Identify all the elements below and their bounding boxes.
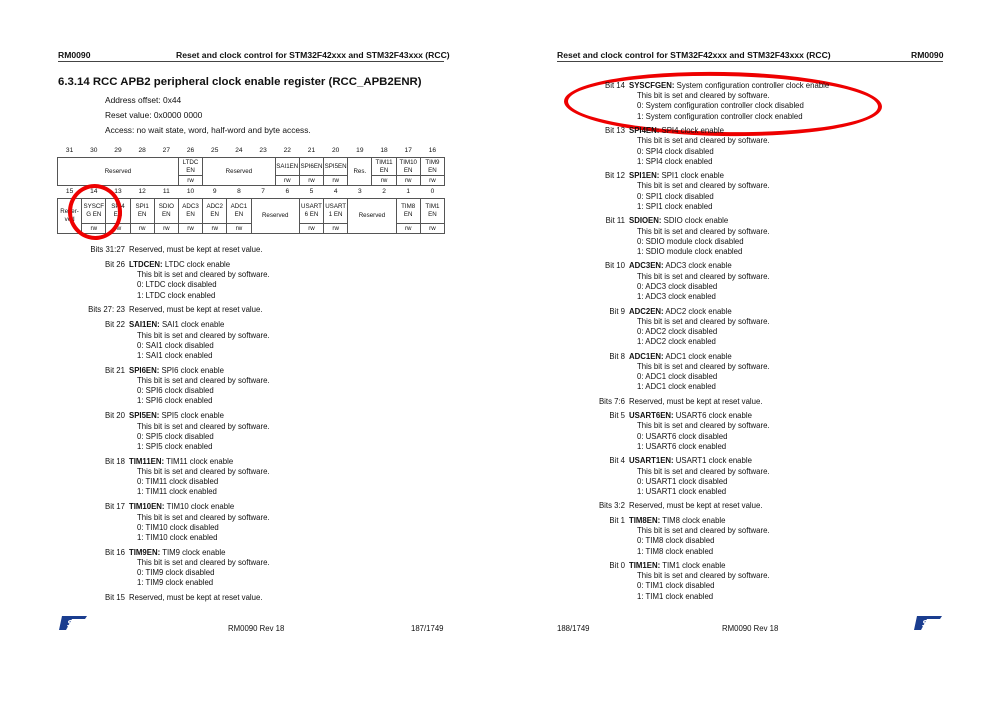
bit-heading [629,352,732,362]
access-rw: rw [420,224,444,234]
bit-detail-line: 0: SPI5 clock disabled [137,431,214,441]
bit-heading [629,171,724,181]
field-description: TIM9 clock enable [162,547,226,557]
field-reserved: Reserved [58,158,179,186]
access-rw: rw [178,176,202,186]
bit-detail-line: 1: TIM9 clock enabled [137,578,214,588]
bit-detail-line: This bit is set and cleared by software. [637,271,770,281]
bit-number: 30 [90,147,98,154]
bit-detail-line: 0: SDIO module clock disabled [637,236,744,246]
bit-heading [129,593,262,603]
field-sdioen: SDIO EN [154,199,178,224]
bit-number: 27 [162,147,171,154]
field-name: SYSCFGEN: [629,81,675,90]
bit-detail-line: 1: LTDC clock enabled [137,290,216,300]
footer-revision: RM0090 Rev 18 [722,624,779,633]
bit-heading [129,245,262,255]
access-rw: rw [178,224,202,234]
bit-label: Bits 3:2 [598,501,625,511]
field-usart1en: USART 1 EN [324,199,348,224]
field-name: ADC3EN: [629,261,664,271]
field-name: LTDCEN: [129,259,163,269]
access-rw: rw [372,176,396,186]
field-description: TIM1 clock enable [662,561,726,570]
bit-detail-line: 1: TIM8 clock enabled [637,546,714,556]
bit-label: Bit 16 [105,547,125,557]
field-description: Reserved, must be kept at reset value. [129,593,263,603]
field-description: SPI4 clock enable [661,126,724,136]
header-doc-id: RM0090 [911,50,944,60]
access-rw: rw [154,224,178,234]
bit-detail-line: 0: USART6 clock disabled [637,431,728,441]
bit-number: 19 [356,147,364,154]
bit-detail-line: This bit is set and cleared by software. [637,361,770,371]
bit-heading [629,126,724,136]
bit-label: Bit 1 [609,515,625,525]
bit-number: 24 [235,147,243,154]
bit-label: Bit 9 [609,306,625,316]
bit-heading [129,260,230,270]
bit-heading [629,411,752,421]
field-name: SDIOEN: [629,216,662,226]
bit-heading [629,516,726,526]
right-page [500,0,999,707]
field-name: SPI4EN: [629,126,660,136]
field-name: TIM1EN: [629,561,661,570]
bit-heading [129,411,224,421]
bit-detail-line: 0: TIM1 clock disabled [637,581,715,591]
bit-label: Bits 27: 23 [88,305,125,315]
field-reserved: Reserved [251,199,299,234]
bit-detail-line: 0: TIM10 clock disabled [137,522,219,532]
bit-detail-line: 0: USART1 clock disabled [637,476,728,486]
field-reserved: Reser-ved [58,199,82,234]
bit-number: 29 [114,147,122,154]
field-name: TIM8EN: [629,515,661,525]
bit-number: 18 [380,147,388,154]
field-name: TIM10EN: [129,502,165,512]
bit-detail-line: 1: SAI1 clock enabled [137,350,213,360]
header-chapter: Reset and clock control for STM32F42xxx and STM32F43xxx (RCC) [557,50,831,60]
bit-number: 15 [65,188,74,195]
access-rw: rw [420,176,444,186]
bit-detail-line: 1: SPI4 clock enabled [637,156,713,166]
field-name: USART1EN: [629,456,674,466]
field-reserved: Reserved [348,199,396,234]
field-spi5en: SPI5EN [324,158,348,176]
bit-number: 31 [65,147,74,154]
upper-bit-numbers [58,145,445,158]
access-rw: rw [227,224,251,234]
bit-detail-line: 0: SPI6 clock disabled [137,386,214,396]
bit-detail-line: This bit is set and cleared by software. [637,466,770,476]
header-chapter: Reset and clock control for STM32F42xxx and STM32F43xxx (RCC) [176,50,450,60]
field-description: USART6 clock enable [675,411,752,421]
bit-number: 3 [358,188,362,195]
field-description: SPI6 clock enable [161,365,224,375]
bit-number: 6 [285,188,290,195]
bit-detail-line: This bit is set and cleared by software. [137,421,270,431]
bit-detail-line: This bit is set and cleared by software. [637,421,770,431]
upper-field-row [58,158,445,176]
bit-detail-line: 1: SPI1 clock enabled [637,201,713,211]
bit-heading [629,561,726,571]
access-rw: rw [324,224,348,234]
bit-heading [129,305,262,315]
header-rule [58,61,444,62]
field-spi4en: SPI4 EN [106,199,130,224]
bit-label: Bit 15 [105,593,125,603]
bit-label: Bit 0 [609,561,625,570]
field-name: USART6EN: [629,411,674,421]
bit-heading [129,366,224,376]
bit-label: Bit 12 [605,171,625,181]
address-offset: Address offset: 0x44 [105,95,182,105]
access-rw: rw [130,224,154,234]
bit-detail-line: This bit is set and cleared by software. [137,270,270,280]
bit-detail-line: This bit is set and cleared by software. [637,526,770,536]
field-tim9en: TIM9 EN [420,158,444,176]
bit-heading [629,501,762,511]
bit-number: 13 [114,188,122,195]
bit-label: Bit 21 [105,365,125,375]
bit-number: 14 [90,188,98,195]
bit-detail-line: This bit is set and cleared by software. [137,376,270,385]
bit-heading [629,456,752,466]
field-description: USART1 clock enable [675,456,752,466]
bit-detail-line: This bit is set and cleared by software. [637,136,770,146]
bit-heading [629,307,732,317]
bit-label: Bit 8 [609,351,625,361]
bit-detail-line: 0: TIM9 clock disabled [137,568,215,578]
bit-detail-line: 1: ADC3 clock enabled [637,292,716,301]
bit-heading [629,397,762,407]
bit-number: 5 [309,188,314,195]
field-adc3en: ADC3 EN [178,199,202,224]
bit-heading [629,216,728,226]
bit-detail-line: 0: ADC3 clock disabled [637,281,718,291]
bit-label: Bit 4 [609,456,625,466]
bit-detail-line: This bit is set and cleared by software. [637,91,770,101]
left-page [0,0,499,707]
bit-detail-line: 1: System configuration controller clock enabled [637,111,803,121]
bit-number: 8 [237,188,241,195]
field-description: LTDC clock enable [164,259,231,269]
access-info: Access: no wait state, word, half-word and byte access. [105,125,311,135]
bit-label: Bit 22 [105,320,125,330]
field-name: SPI1EN: [629,171,660,181]
bit-label: Bit 10 [605,261,625,271]
field-description: SAI1 clock enable [161,320,225,330]
bit-number: 2 [382,188,386,195]
field-tim1en: TIM1 EN [420,199,444,224]
bit-detail-line: 0: TIM11 clock disabled [137,477,219,487]
bit-detail-line: 1: SPI5 clock enabled [137,441,213,451]
field-name: TIM9EN: [129,547,161,557]
field-name: TIM11EN: [129,456,165,466]
bit-detail-line: 0: LTDC clock disabled [137,280,217,290]
field-tim11en: TIM11 EN [372,158,396,176]
field-description: SPI1 clock enable [661,171,724,181]
bit-number: 26 [186,147,195,154]
access-rw: rw [396,224,420,234]
field-spi1en: SPI1 EN [130,199,154,224]
bit-label: Bits 31:27 [90,245,125,254]
bit-detail-line: 0: SAI1 clock disabled [137,340,214,350]
field-description: SPI5 clock enable [161,411,224,421]
st-logo-icon [913,615,943,631]
field-description: Reserved, must be kept at reset value. [629,396,763,406]
bit-number: 10 [186,188,195,195]
bit-number: 4 [333,188,338,195]
field-description: TIM8 clock enable [662,515,726,525]
bit-number: 1 [406,188,411,195]
field-reserved: Reserved [203,158,276,186]
footer-revision: RM0090 Rev 18 [228,624,285,633]
st-logo-icon [58,615,88,631]
bit-label: Bit 20 [105,411,125,421]
bit-detail-line: This bit is set and cleared by software. [637,316,770,326]
bit-detail-line: This bit is set and cleared by software. [637,571,770,581]
bit-detail-line: 0: ADC2 clock disabled [637,326,718,336]
bit-detail-line: This bit is set and cleared by software. [137,330,270,340]
field-description: Reserved, must be kept at reset value. [129,305,263,315]
bit-detail-line: 0: SPI4 clock disabled [637,146,714,156]
bit-heading [629,81,829,91]
bit-detail-line: 1: TIM1 clock enabled [637,591,714,601]
bit-heading [629,261,732,271]
field-description: System configuration controller clock enable [676,81,830,90]
bit-number: 12 [138,188,146,195]
bit-label: Bit 11 [605,216,625,226]
field-usart6en: USART 6 EN [299,199,323,224]
bit-detail-line: 0: SPI1 clock disabled [637,191,714,201]
field-description: ADC1 clock enable [665,351,732,361]
bit-detail-line: 1: USART1 clock enabled [637,486,727,496]
bit-detail-line: 0: ADC1 clock disabled [637,372,718,381]
field-name: ADC1EN: [629,351,664,361]
svg-text:ST: ST [922,619,935,630]
bit-detail-line: 1: TIM11 clock enabled [137,487,217,497]
access-rw: rw [324,176,348,186]
bit-detail-line: 1: TIM10 clock enabled [137,532,218,542]
bit-label: Bit 17 [105,502,125,512]
bit-detail-line: 1: USART6 clock enabled [637,441,727,451]
bit-heading [129,502,234,512]
field-name: SAI1EN: [129,320,160,330]
bit-heading [129,320,224,330]
bit-detail-line: This bit is set and cleared by software. [137,558,270,567]
access-rw: rw [299,224,323,234]
field-description: TIM11 clock enable [166,456,234,466]
field-name: SPI6EN: [129,365,160,375]
bit-label: Bit 26 [105,259,125,269]
access-rw: rw [396,176,420,186]
bit-number: 11 [162,188,170,195]
header-rule [557,61,943,62]
bit-detail-line: 1: ADC1 clock enabled [637,382,716,392]
bit-number: 20 [331,147,340,154]
field-name: ADC2EN: [629,306,664,316]
bit-detail-line: 0: System configuration controller clock disabled [637,101,804,111]
bit-heading [129,457,233,467]
field-name: SPI5EN: [129,411,160,421]
footer-page-number: 188/1749 [557,624,590,633]
bit-number: 22 [283,147,291,154]
bit-heading [129,548,226,558]
section-title: 6.3.14 RCC APB2 peripheral clock enable register (RCC_APB2ENR) [58,76,422,88]
bit-label: Bit 18 [105,456,125,466]
bit-number: 28 [138,147,146,154]
field-description: ADC2 clock enable [665,306,732,316]
bit-number: 21 [307,147,316,154]
bit-detail-line: 0: TIM8 clock disabled [637,536,715,546]
field-description: Reserved, must be kept at reset value. [629,501,763,511]
bit-number: 23 [259,147,267,154]
access-rw: rw [82,224,106,234]
field-tim10en: TIM10 EN [396,158,420,176]
header-doc-id: RM0090 [58,50,91,60]
svg-text:ST: ST [67,619,80,630]
bit-number: 9 [212,188,217,195]
field-description: TIM10 clock enable [166,502,235,512]
field-description: ADC3 clock enable [665,261,732,271]
bit-detail-line: 1: SPI6 clock enabled [137,396,213,406]
bit-number: 0 [430,188,435,195]
access-rw: rw [299,176,323,186]
bit-detail-line: This bit is set and cleared by software. [137,512,270,522]
bit-detail-line: 1: SDIO module clock enabled [637,246,743,256]
field-tim8en: TIM8 EN [396,199,420,224]
field-adc1en: ADC1 EN [227,199,251,224]
bit-label: Bit 5 [609,411,625,421]
access-rw: rw [203,224,227,234]
access-rw: rw [275,176,299,186]
bit-detail-line: This bit is set and cleared by software. [637,226,770,236]
bit-label: Bit 13 [605,126,625,136]
field-spi6en: SPI6EN [299,158,323,176]
access-rw: rw [106,224,130,234]
field-description: SDIO clock enable [663,216,729,226]
bit-label: Bits 7:6 [598,396,625,406]
footer-page-number: 187/1749 [411,624,444,633]
field-ltdcen: LTDC EN [178,158,202,176]
bit-number: 25 [211,147,219,154]
field-adc2en: ADC2 EN [203,199,227,224]
bit-label: Bit 14 [605,81,625,90]
bit-detail-line: This bit is set and cleared by software. [637,181,770,191]
bit-number: 17 [404,147,412,154]
bit-number: 7 [261,188,265,195]
field-description: Reserved, must be kept at reset value. [129,245,263,254]
field-reserved: Res. [348,158,372,186]
field-syscfgen: SYSCF G EN [82,199,106,224]
reset-value: Reset value: 0x0000 0000 [105,110,203,120]
bit-detail-line: 1: ADC2 clock enabled [637,337,716,347]
bit-detail-line: This bit is set and cleared by software. [137,467,270,476]
bit-number: 16 [428,147,437,154]
field-sai1en: SAI1EN [275,158,299,176]
